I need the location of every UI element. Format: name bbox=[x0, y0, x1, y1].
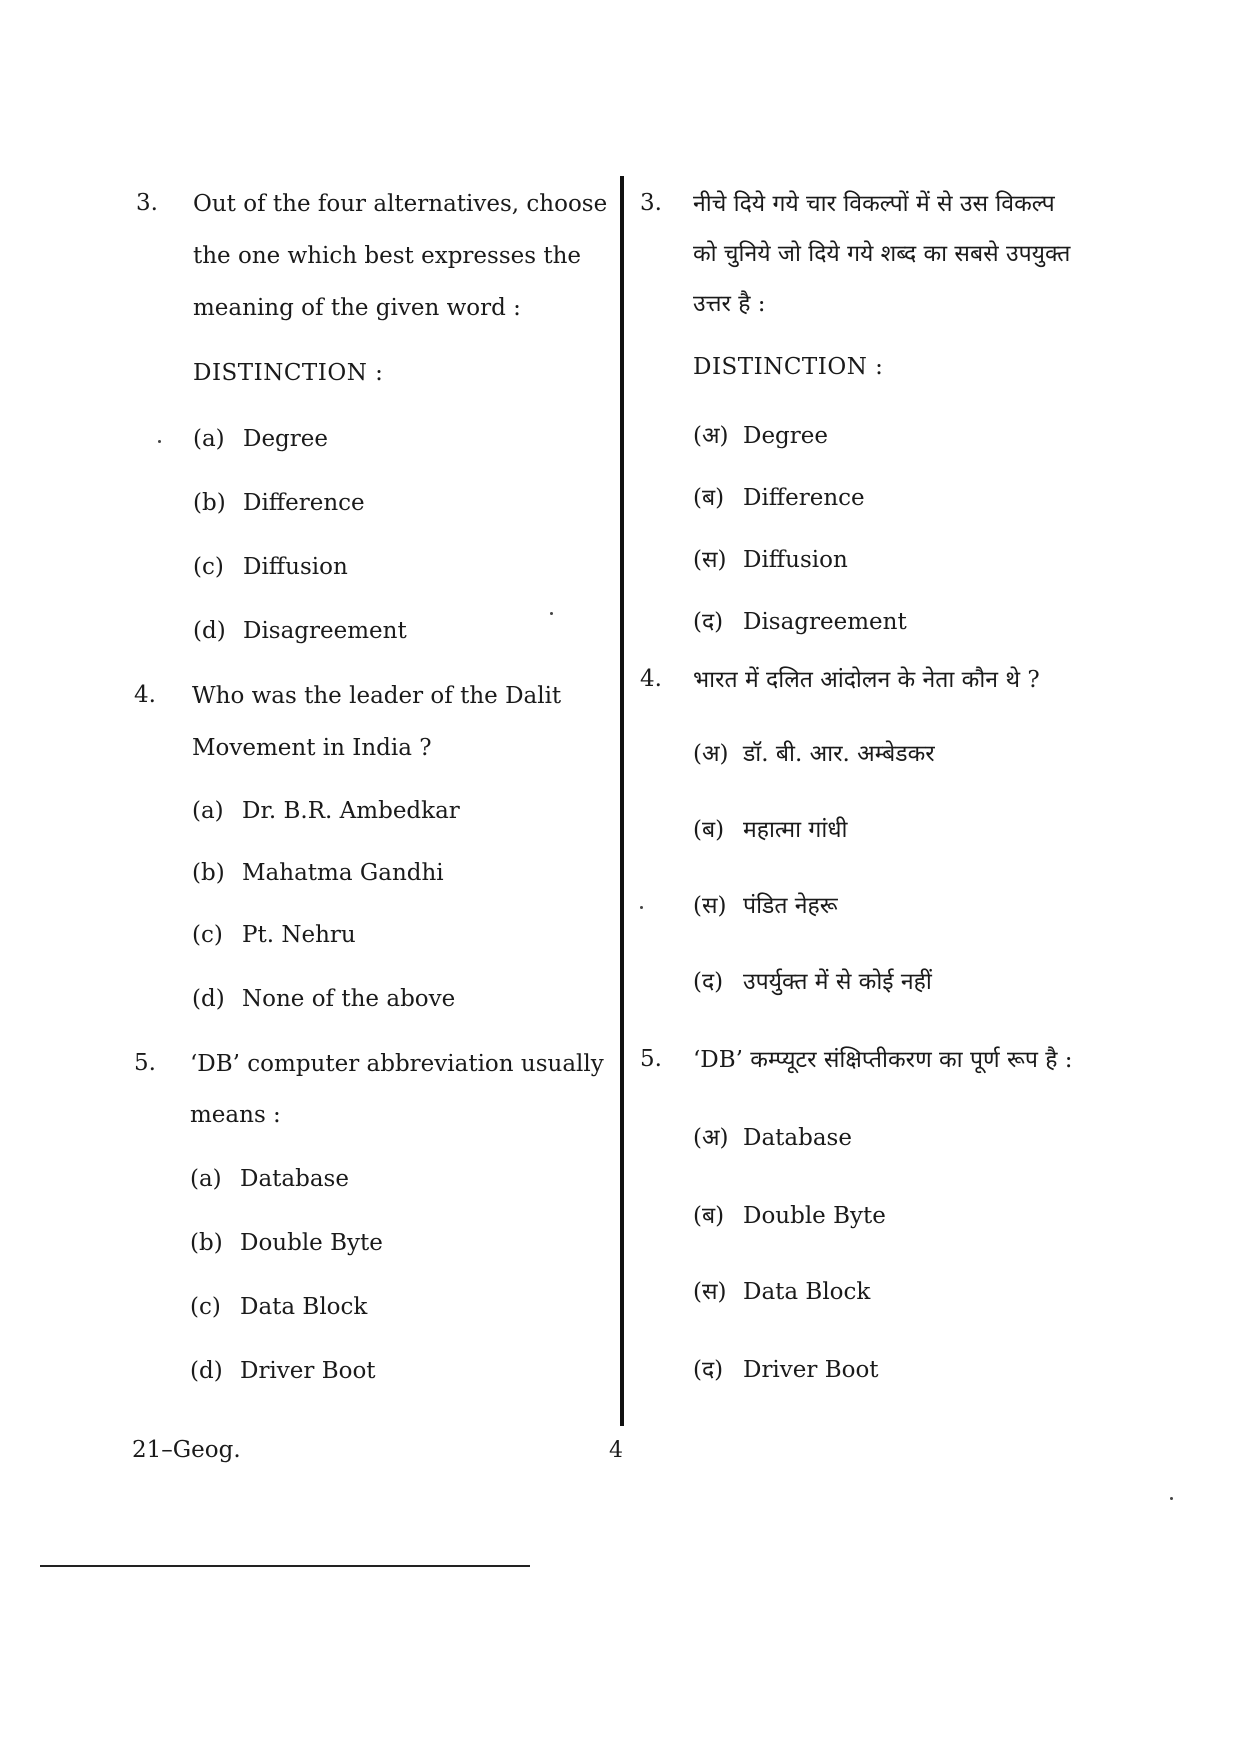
option-b[interactable] bbox=[193, 490, 365, 516]
option-a[interactable] bbox=[193, 426, 328, 452]
option-text: Degree bbox=[243, 426, 328, 452]
option-text: Degree bbox=[743, 423, 828, 449]
option-label: (b) bbox=[193, 490, 226, 516]
option-text: Data Block bbox=[240, 1294, 368, 1320]
question-text-line: ‘DB’ computer abbreviation usually bbox=[190, 1051, 604, 1077]
option-b[interactable] bbox=[693, 480, 865, 512]
question-text-line: Out of the four alternatives, choose bbox=[193, 191, 608, 217]
option-d[interactable] bbox=[190, 1358, 376, 1384]
scan-speck bbox=[1170, 1497, 1173, 1500]
option-label: (d) bbox=[192, 986, 225, 1012]
question-text-line: उत्तर है : bbox=[693, 291, 766, 317]
given-word: DISTINCTION : bbox=[693, 354, 884, 380]
page-number: 4 bbox=[609, 1438, 623, 1463]
option-d[interactable] bbox=[693, 964, 932, 996]
option-c[interactable] bbox=[193, 554, 348, 580]
option-label: (ब) bbox=[693, 485, 725, 511]
option-label: (ब) bbox=[693, 1203, 725, 1229]
option-label: (अ) bbox=[693, 741, 729, 767]
question-number: 3. bbox=[136, 190, 158, 216]
option-c[interactable] bbox=[693, 1274, 870, 1306]
option-b[interactable] bbox=[192, 860, 444, 886]
option-text: डॉ. बी. आर. अम्बेडकर bbox=[743, 741, 935, 767]
option-text: पंडित नेहरू bbox=[743, 893, 838, 919]
question-text-line: means : bbox=[190, 1102, 281, 1128]
option-text: Database bbox=[743, 1125, 852, 1151]
option-text: Pt. Nehru bbox=[242, 922, 356, 948]
question-number: 4. bbox=[640, 666, 662, 692]
option-label: (स) bbox=[693, 547, 727, 573]
option-label: (c) bbox=[190, 1294, 221, 1320]
option-text: Double Byte bbox=[240, 1230, 383, 1256]
option-text: Disagreement bbox=[243, 618, 407, 644]
option-b[interactable] bbox=[693, 1198, 886, 1230]
paper-code: 21–Geog. bbox=[132, 1437, 241, 1463]
option-label: (b) bbox=[192, 860, 225, 886]
option-label: (b) bbox=[190, 1230, 223, 1256]
question-text-line: meaning of the given word : bbox=[193, 295, 521, 321]
option-label: (द) bbox=[693, 609, 724, 635]
option-text: Diffusion bbox=[743, 547, 848, 573]
question-text-line: को चुनिये जो दिये गये शब्द का सबसे उपयुक्त bbox=[693, 241, 1071, 267]
option-text: None of the above bbox=[242, 986, 456, 1012]
question-text-line: भारत में दलित आंदोलन के नेता कौन थे ? bbox=[693, 667, 1040, 693]
option-label: (अ) bbox=[693, 423, 729, 449]
option-a[interactable] bbox=[693, 418, 828, 450]
option-c[interactable] bbox=[190, 1294, 367, 1320]
option-text: उपर्युक्त में से कोई नहीं bbox=[743, 969, 932, 995]
option-label: (स) bbox=[693, 893, 727, 919]
option-text: Double Byte bbox=[743, 1203, 886, 1229]
option-text: Driver Boot bbox=[743, 1357, 879, 1383]
question-text-line: Movement in India ? bbox=[192, 735, 432, 761]
option-label: (d) bbox=[193, 618, 226, 644]
option-d[interactable] bbox=[693, 604, 907, 636]
option-label: (a) bbox=[193, 426, 225, 452]
option-label: (d) bbox=[190, 1358, 223, 1384]
option-c[interactable] bbox=[693, 542, 848, 574]
given-word: DISTINCTION : bbox=[193, 360, 384, 386]
option-a[interactable] bbox=[693, 736, 935, 768]
question-text-line: ‘DB’ कम्प्यूटर संक्षिप्तीकरण का पूर्ण रूप है : bbox=[693, 1047, 1073, 1073]
option-d[interactable] bbox=[193, 618, 407, 644]
option-text: Driver Boot bbox=[240, 1358, 376, 1384]
option-c[interactable] bbox=[192, 922, 356, 948]
option-text: Difference bbox=[243, 490, 365, 516]
option-text: Mahatma Gandhi bbox=[242, 860, 444, 886]
option-a[interactable] bbox=[192, 798, 460, 824]
option-text: Data Block bbox=[743, 1279, 871, 1305]
option-b[interactable] bbox=[693, 812, 847, 844]
option-text: Dr. B.R. Ambedkar bbox=[242, 798, 460, 824]
option-label: (द) bbox=[693, 1357, 724, 1383]
scan-speck bbox=[640, 906, 643, 909]
option-c[interactable] bbox=[693, 888, 838, 920]
question-number: 5. bbox=[640, 1046, 662, 1072]
option-label: (c) bbox=[193, 554, 224, 580]
option-text: Disagreement bbox=[743, 609, 907, 635]
question-number: 4. bbox=[134, 682, 156, 708]
question-number: 5. bbox=[134, 1050, 156, 1076]
question-text-line: नीचे दिये गये चार विकल्पों में से उस विकल्प bbox=[693, 191, 1055, 217]
option-text: Diffusion bbox=[243, 554, 348, 580]
question-number: 3. bbox=[640, 190, 662, 216]
option-text: महात्मा गांधी bbox=[743, 817, 848, 843]
option-label: (a) bbox=[192, 798, 224, 824]
option-a[interactable] bbox=[190, 1166, 349, 1192]
option-label: (ब) bbox=[693, 817, 725, 843]
scan-speck bbox=[550, 612, 553, 615]
scan-speck bbox=[158, 440, 161, 443]
question-text-line: the one which best expresses the bbox=[193, 243, 582, 269]
option-label: (स) bbox=[693, 1279, 727, 1305]
option-label: (a) bbox=[190, 1166, 222, 1192]
question-text-line: Who was the leader of the Dalit bbox=[192, 683, 562, 709]
column-divider bbox=[620, 176, 624, 1426]
option-b[interactable] bbox=[190, 1230, 383, 1256]
option-text: Difference bbox=[743, 485, 865, 511]
option-a[interactable] bbox=[693, 1120, 852, 1152]
option-text: Database bbox=[240, 1166, 349, 1192]
option-d[interactable] bbox=[693, 1352, 879, 1384]
option-label: (द) bbox=[693, 969, 724, 995]
option-label: (अ) bbox=[693, 1125, 729, 1151]
bottom-rule bbox=[40, 1565, 530, 1567]
option-d[interactable] bbox=[192, 986, 455, 1012]
option-label: (c) bbox=[192, 922, 223, 948]
